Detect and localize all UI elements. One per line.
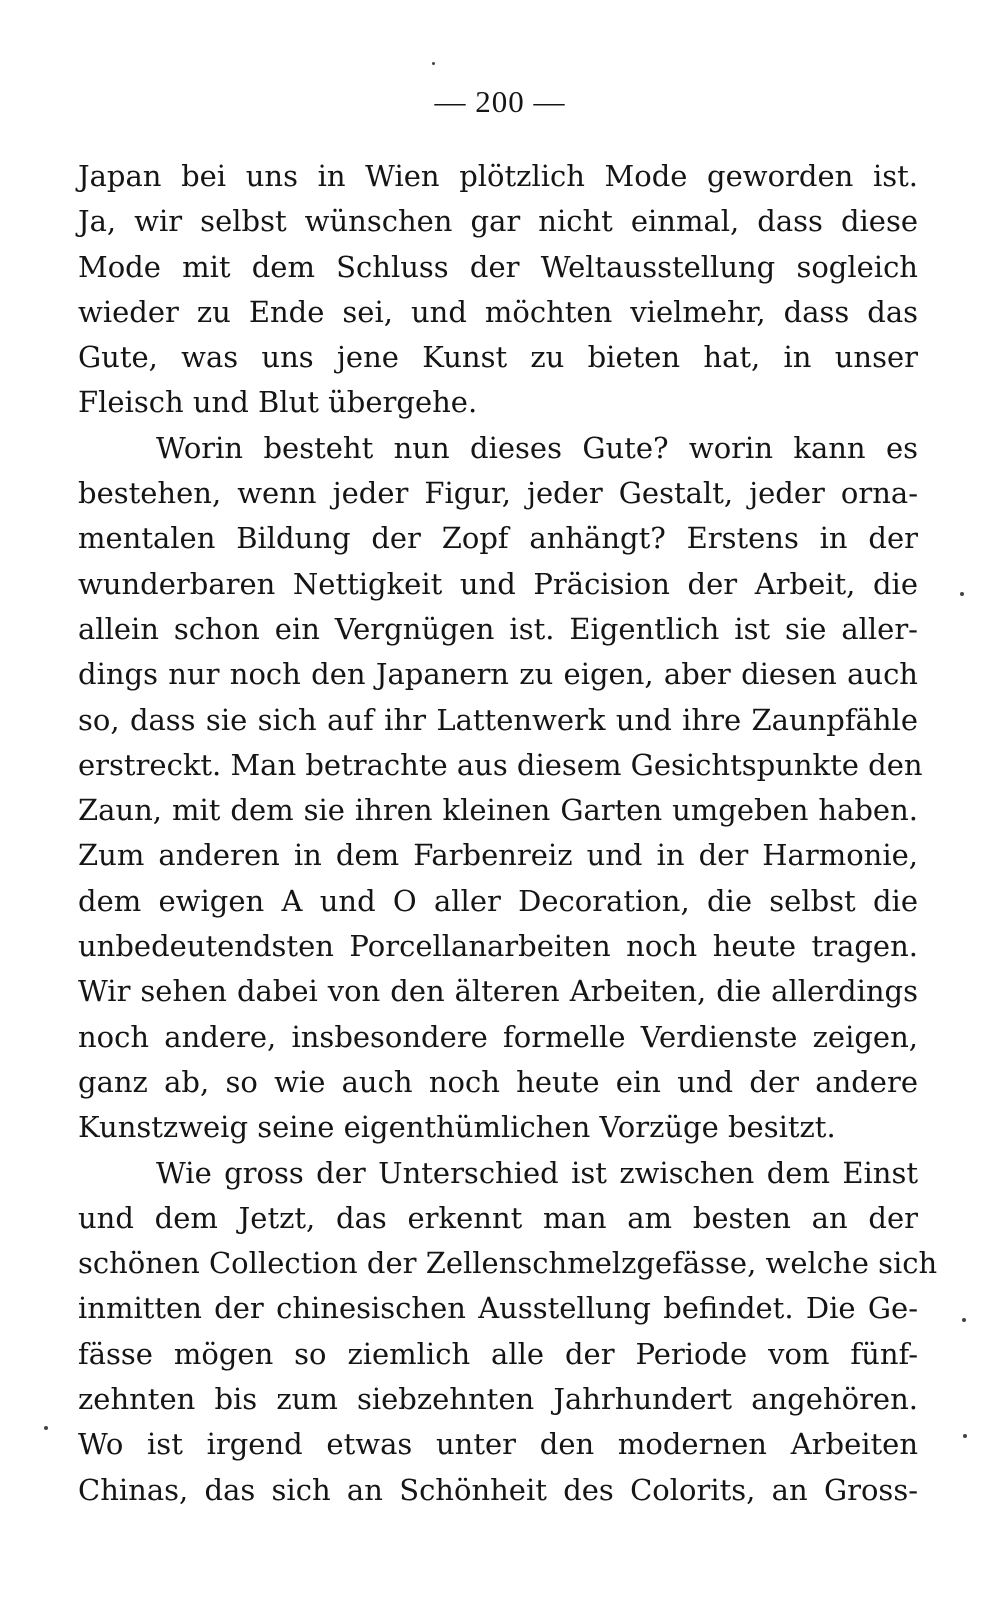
print-speck [432,62,435,65]
body-text [78,154,938,1513]
text-line: so, dass sie sich auf ihr Lattenwerk und ihre Zaunpfähle [78,702,918,737]
text-line: Wir sehen dabei von den älteren Arbeiten, die allerdings [78,974,918,1009]
text-line: Ja, wir selbst wünschen gar nicht einmal, dass diese [78,204,918,239]
text-line: dings nur noch den Japanern zu eigen, aber diesen auch [78,657,918,692]
text-line: und dem Jetzt, das erkennt man am besten an der [78,1200,918,1235]
text-line: Worin besteht nun dieses Gute? worin kann es [156,430,918,465]
text-line: ganz ab, so wie auch noch heute ein und der andere [78,1064,918,1099]
text-line: noch andere, insbesondere formelle Verdienste zeigen, [78,1019,918,1054]
text-line: Gute, was uns jene Kunst zu bieten hat, in unser [78,340,918,375]
text-line: Zaun, mit dem sie ihren kleinen Garten umgeben haben. [78,793,918,828]
text-line: unbedeutendsten Porcellanarbeiten noch heute tragen. [78,929,918,964]
text-line: zehnten bis zum siebzehnten Jahrhundert angehören. [78,1382,918,1417]
text-line: bestehen, wenn jeder Figur, jeder Gestalt, jeder orna- [78,476,918,511]
print-speck [962,1318,966,1322]
text-line: Wo ist irgend etwas unter den modernen Arbeiten [78,1427,918,1462]
text-line: Zum anderen in dem Farbenreiz und in der Harmonie, [78,838,918,873]
text-line: Japan bei uns in Wien plötzlich Mode geworden ist. [78,159,918,193]
text-line: Mode mit dem Schluss der Weltausstellung sogleich [78,249,918,284]
print-speck [960,592,964,596]
text-line: Fleisch und Blut übergehe. [78,385,478,420]
text-line: Chinas, das sich an Schönheit des Colorits, an Gross- [78,1472,918,1507]
text-line: wunderbaren Nettigkeit und Präcision der Arbeit, die [78,566,918,601]
text-line: schönen Collection der Zellenschmelzgefässe, welche sich [78,1246,938,1281]
text-line: inmitten der chinesischen Ausstellung befindet. Die Ge- [78,1291,918,1326]
text-line: Wie gross der Unterschied ist zwischen dem Einst [156,1155,918,1190]
text-line: wieder zu Ende sei, und möchten vielmehr, dass das [78,294,918,329]
text-line: mentalen Bildung der Zopf anhängt? Erstens in der [78,521,918,556]
text-line: dem ewigen A und O aller Decoration, die selbst die [78,883,918,918]
page-number: — 200 — [434,84,566,119]
print-speck [963,1434,967,1438]
text-line: Kunstzweig seine eigenthümlichen Vorzüge besitzt. [78,1110,836,1145]
print-speck [44,1426,48,1430]
text-line: erstreckt. Man betrachte aus diesem Gesichtspunkte den [78,747,923,782]
text-line: fässe mögen so ziemlich alle der Periode vom fünf- [78,1336,918,1371]
text-line: allein schon ein Vergnügen ist. Eigentlich ist sie aller- [78,611,918,646]
